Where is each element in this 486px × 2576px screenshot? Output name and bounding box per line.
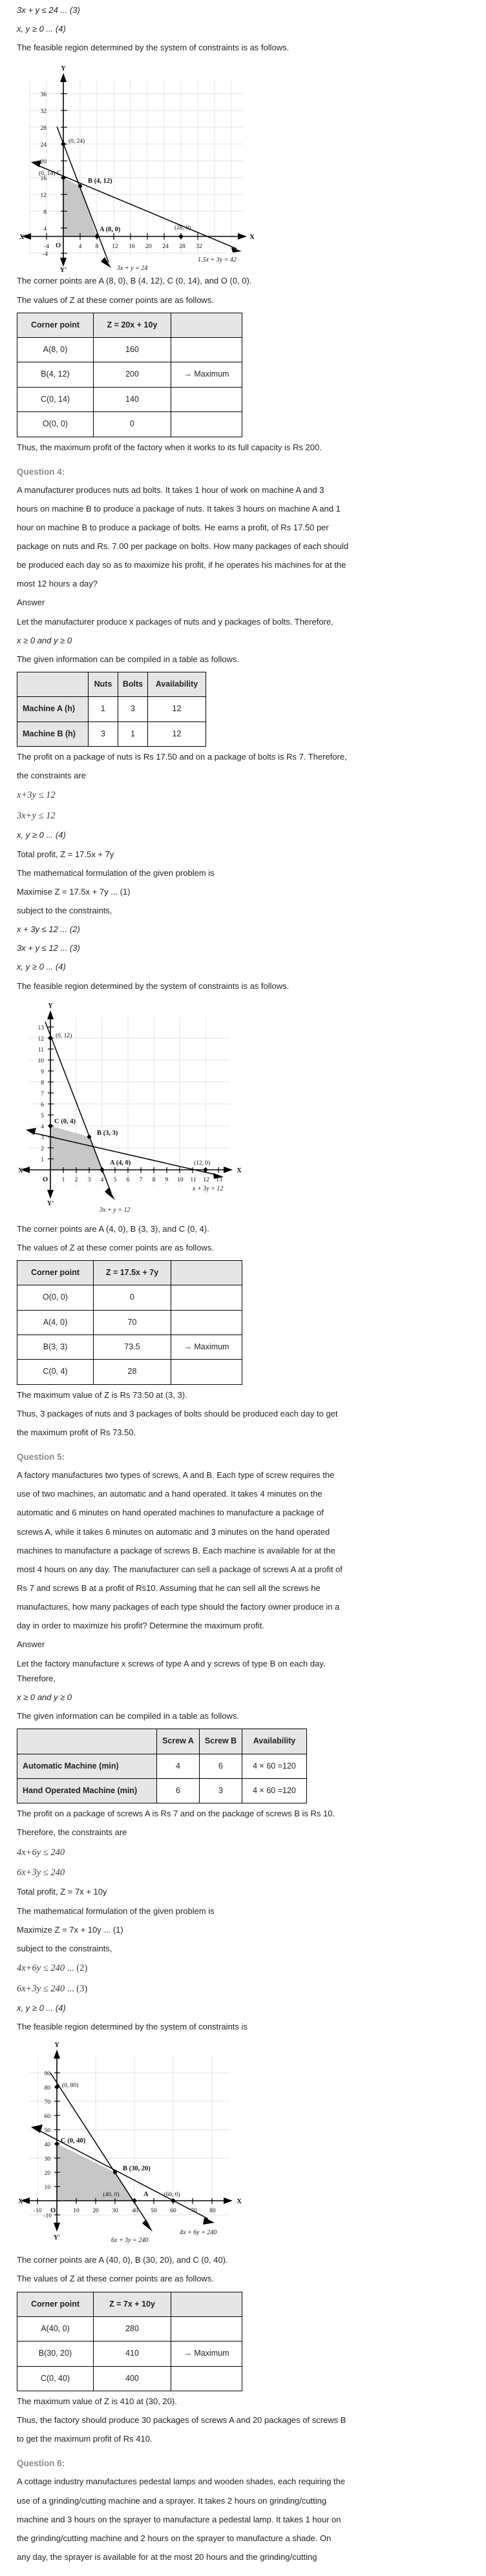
q5-body-1: use of two machines, an automatic and a hand operated. It takes 4 minutes on the xyxy=(17,1489,322,1499)
svg-text:-10: -10 xyxy=(43,2213,52,2220)
q3-constraint-3: 3x + y ≤ 24 ... (3) xyxy=(17,5,80,15)
col-corner-point: Corner point xyxy=(17,2292,94,2316)
q5-corner-table xyxy=(17,2292,242,2392)
cell-z: 0 xyxy=(94,1285,171,1310)
q5-body-7: manufactures, how many packages of each type should the factory owner produce in a xyxy=(17,1602,340,1612)
cell-corner: B(3, 3) xyxy=(17,1335,94,1360)
col-availability: Availability xyxy=(242,1729,307,1754)
q5-subject-to: subject to the constraints, xyxy=(17,1943,112,1953)
cell-note: → Maximum xyxy=(171,362,242,387)
cell-bolts: 1 xyxy=(118,722,148,746)
question-5-heading: Question 5: xyxy=(17,1452,65,1462)
annotation-0-80: (0, 80) xyxy=(62,2083,79,2090)
annotation-A-8-0: A (8, 0) xyxy=(100,226,121,234)
table-header-row xyxy=(17,1729,307,1754)
svg-text:12: 12 xyxy=(37,1035,44,1043)
svg-text:20: 20 xyxy=(44,2170,50,2177)
line-label-1p5x-3y-42: 1.5x + 3y = 42 xyxy=(198,256,237,264)
cell-corner: C(0, 14) xyxy=(17,387,94,411)
q5-answer-label: Answer xyxy=(17,1639,45,1650)
annotation-C-0-4: C (0, 4) xyxy=(54,1117,76,1125)
cell-corner: B(4, 12) xyxy=(17,362,94,387)
svg-text:12: 12 xyxy=(203,1176,209,1183)
table-header-row xyxy=(17,672,206,697)
col-blank xyxy=(17,1729,157,1754)
axis-label-origin: O xyxy=(50,2207,56,2215)
svg-text:1: 1 xyxy=(41,1156,44,1163)
q6-body-3: the grinding/cutting machine and 2 hours on the sprayer to manufacture a shade. On xyxy=(17,2533,332,2543)
q5-ineq-2: 6x+3y ≤ 240 xyxy=(17,1867,65,1878)
cell-screw-a: 4 xyxy=(157,1754,200,1778)
row-label-machine-b: Machine B (h) xyxy=(17,722,89,746)
svg-text:36: 36 xyxy=(40,92,47,99)
axis-label-X: X xyxy=(237,1167,242,1174)
svg-text:8: 8 xyxy=(43,209,47,216)
cell-note xyxy=(171,338,242,362)
cell-availability: 4 × 60 =120 xyxy=(242,1778,307,1803)
cell-note xyxy=(171,1360,242,1384)
line-label-3x-y-24: 3x + y = 24 xyxy=(117,265,148,273)
svg-text:4: 4 xyxy=(41,1123,44,1130)
axis-label-X: X xyxy=(249,234,255,242)
svg-text:50: 50 xyxy=(151,2208,157,2215)
cell-corner: A(4, 0) xyxy=(17,1310,94,1335)
question-6-heading: Question 6: xyxy=(17,2458,65,2469)
svg-text:10: 10 xyxy=(73,2208,79,2215)
svg-text:60: 60 xyxy=(44,2114,50,2121)
svg-text:13: 13 xyxy=(216,1176,222,1183)
svg-text:10: 10 xyxy=(44,2185,50,2192)
q6-body-2: machine and 3 hours on the sprayer to manufacture a pedestal lamp. It takes 1 hour on xyxy=(17,2514,341,2524)
svg-text:80: 80 xyxy=(209,2208,216,2215)
svg-text:-4: -4 xyxy=(44,244,49,251)
annotation-28-0: (28, 0) xyxy=(174,225,191,232)
svg-text:12: 12 xyxy=(112,244,118,251)
cell-screw-b: 6 xyxy=(200,1754,242,1778)
axis-label-Y: Y xyxy=(61,65,66,73)
table-row xyxy=(17,697,206,722)
cell-corner: A(40, 0) xyxy=(17,2316,94,2341)
axis-label-Y: Y xyxy=(54,2042,59,2050)
q5-constraint-2-tag: ... (2) xyxy=(67,1963,88,1974)
q5-nonneg: x ≥ 0 and y ≥ 0 xyxy=(17,1692,72,1702)
svg-text:24: 24 xyxy=(40,142,47,149)
table-row xyxy=(17,362,242,387)
q5-body-5: most 4 hours on any day. The manufacturer can sell a package of screws A at a profit of xyxy=(17,1564,343,1574)
cell-availability: 4 × 60 =120 xyxy=(242,1754,307,1778)
q5-body-8: day in order to maximize his profit? Determine the maximum profit. xyxy=(17,1621,264,1631)
cell-corner: O(0, 0) xyxy=(17,412,94,437)
graph-question-3 xyxy=(17,60,469,273)
q5-constraint-2-wrap xyxy=(17,1961,469,1975)
svg-text:1: 1 xyxy=(61,1176,65,1183)
cell-note xyxy=(171,387,242,411)
annotation-60-0: (60, 0) xyxy=(164,2192,180,2199)
line-label-6x-3y-240: 6x + 3y = 240 xyxy=(111,2237,149,2245)
q4-ineq-1: x+3y ≤ 12 xyxy=(17,790,56,801)
annotation-0-24: (0, 24) xyxy=(69,138,85,145)
q4-body-5: most 12 hours a day? xyxy=(17,579,98,589)
line-label-3x-y-12: 3x + y = 12 xyxy=(100,1206,131,1214)
table-row xyxy=(17,2342,242,2366)
q5-ineq-1: 4x+6y ≤ 240 xyxy=(17,1847,65,1858)
table-row xyxy=(17,722,206,746)
q3-corner-points-text: The corner points are A (8, 0), B (4, 12), C (0, 14), and O (0, 0). xyxy=(17,276,252,286)
q4-info-table xyxy=(17,672,206,747)
annotation-C-0-40: C (0, 40) xyxy=(61,2137,86,2145)
q4-let-line: Let the manufacturer produce x packages of nuts and y packages of bolts. Therefore, xyxy=(17,616,333,627)
svg-text:6: 6 xyxy=(41,1101,44,1108)
q5-body-6: Rs 7 and screws B at a profit of Rs10. Assuming that he can sell all the screws he xyxy=(17,1583,321,1593)
col-blank xyxy=(17,672,89,697)
q4-compile-text: The given information can be compiled in a table as follows. xyxy=(17,654,239,664)
table-row xyxy=(17,387,242,411)
graph-question-5 xyxy=(17,2039,469,2252)
cell-z: 73.5 xyxy=(94,1335,171,1360)
q4-subject-to: subject to the constraints, xyxy=(17,905,112,915)
svg-text:13: 13 xyxy=(37,1024,44,1032)
svg-text:10: 10 xyxy=(177,1176,184,1183)
axis-label-origin: O xyxy=(56,242,61,250)
table-row xyxy=(17,412,242,437)
q4-constraint-4: x, y ≥ 0 ... (4) xyxy=(17,962,66,972)
annotation-12-0: (12, 0) xyxy=(194,1159,211,1167)
axis-label-X: X xyxy=(237,2198,242,2206)
svg-text:20: 20 xyxy=(40,159,47,166)
graph-svg-q3 xyxy=(17,60,262,273)
row-label-hand-operated-machine: Hand Operated Machine (min) xyxy=(17,1778,157,1803)
q5-profit-text-2: Therefore, the constraints are xyxy=(17,1827,127,1838)
annotation-40-0: (40, 0) xyxy=(103,2192,120,2199)
q5-conclusion-1: Thus, the factory should produce 30 packages of screws A and 20 packages of screws B xyxy=(17,2415,346,2425)
axis-label-origin: O xyxy=(43,1176,48,1183)
col-corner-point: Corner point xyxy=(17,313,94,337)
svg-text:16: 16 xyxy=(129,244,135,251)
q3-values-text: The values of Z at these corner points are as follows. xyxy=(17,295,214,305)
q4-constraint-3: 3x + y ≤ 12 ... (3) xyxy=(17,943,80,953)
svg-text:9: 9 xyxy=(165,1176,169,1183)
svg-text:80: 80 xyxy=(44,2085,50,2092)
q4-feasible-text: The feasible region determined by the system of constraints is as follows. xyxy=(17,981,290,991)
axis-label-Y-neg: Y' xyxy=(47,1200,54,1207)
cell-z: 140 xyxy=(94,387,171,411)
cell-z: 410 xyxy=(94,2342,171,2366)
q5-let-line: Let the factory manufacture x screws of type A and y screws of type B on each day. xyxy=(17,1658,326,1668)
axis-label-Y-neg: Y' xyxy=(59,267,67,274)
q5-constraint-2-math: 4x+6y ≤ 240 xyxy=(17,1963,65,1974)
line-label-x-3y-12: x + 3y = 12 xyxy=(193,1185,224,1192)
q3-feasible-text: The feasible region determined by the system of constraints is as follows. xyxy=(17,43,290,53)
svg-text:90: 90 xyxy=(44,2071,50,2078)
q4-ineq-2: 3x+y ≤ 12 xyxy=(17,810,56,821)
svg-text:7: 7 xyxy=(41,1090,44,1097)
svg-text:16: 16 xyxy=(40,176,47,183)
q5-compile-text: The given information can be compiled in a table as follows. xyxy=(17,1710,239,1721)
annotation-0-14-C: (0, 14) C xyxy=(38,171,61,178)
cell-note: → Maximum xyxy=(171,1335,242,1360)
cell-note xyxy=(171,2366,242,2391)
col-corner-point: Corner point xyxy=(17,1260,94,1285)
q5-values-text: The values of Z at these corner points are as follows. xyxy=(17,2274,214,2284)
svg-text:3: 3 xyxy=(87,1176,91,1183)
axis-label-X-neg: X' xyxy=(18,1167,25,1174)
q5-constraint-3-tag: ... (3) xyxy=(67,1983,88,1994)
q3-conclusion: Thus, the maximum profit of the factory when it works to its full capacity is Rs 200. xyxy=(17,442,322,452)
axis-label-X-neg: X' xyxy=(19,234,26,242)
svg-text:40: 40 xyxy=(44,2142,50,2149)
q4-answer-label: Answer xyxy=(17,597,45,608)
q5-max-line: The maximum value of Z is 410 at (30, 20). xyxy=(17,2396,177,2407)
svg-text:3: 3 xyxy=(41,1134,44,1141)
graph-svg-q5 xyxy=(17,2039,262,2252)
svg-text:-4: -4 xyxy=(43,251,48,258)
col-screw-b: Screw B xyxy=(200,1729,242,1754)
cell-screw-a: 6 xyxy=(157,1778,200,1803)
col-note xyxy=(171,313,242,337)
svg-text:7: 7 xyxy=(139,1176,143,1183)
q4-body-4: be produced each day so as to maximize his profit, if he operates his machines for at the xyxy=(17,560,346,570)
svg-text:5: 5 xyxy=(41,1112,44,1119)
q5-maximize: Maximize Z = 7x + 10y ... (1) xyxy=(17,1924,123,1935)
cell-screw-b: 3 xyxy=(200,1778,242,1803)
svg-text:8: 8 xyxy=(41,1079,44,1086)
graph-svg-q4 xyxy=(17,999,262,1221)
svg-text:9: 9 xyxy=(41,1068,44,1075)
svg-text:8: 8 xyxy=(95,244,99,251)
q5-body-2: automatic and 6 minutes on hand operated machines to manufacture a package of xyxy=(17,1508,324,1518)
svg-text:24: 24 xyxy=(162,244,169,251)
q4-constraint-2: x + 3y ≤ 12 ... (2) xyxy=(17,924,80,935)
q6-body-1: use of a grinding/cutting machine and a sprayer. It takes 2 hours on grinding/cutting xyxy=(17,2495,327,2506)
col-note xyxy=(171,2292,242,2316)
q4-corner-points-text: The corner points are A (4, 0), B (3, 3), and C (0, 4). xyxy=(17,1223,209,1234)
q3-corner-table xyxy=(17,313,242,437)
svg-text:10: 10 xyxy=(37,1057,44,1065)
cell-z: 280 xyxy=(94,2316,171,2341)
table-row xyxy=(17,1285,242,1310)
cell-note xyxy=(171,1310,242,1335)
col-z-value: Z = 20x + 10y xyxy=(94,313,171,337)
q4-corner-table xyxy=(17,1260,242,1385)
table-row xyxy=(17,1778,307,1803)
svg-text:70: 70 xyxy=(44,2099,50,2106)
cell-note xyxy=(171,412,242,437)
annotation-0-12: (0, 12) xyxy=(56,1032,72,1039)
table-row xyxy=(17,2316,242,2341)
svg-text:4: 4 xyxy=(43,226,47,233)
svg-text:5: 5 xyxy=(113,1176,117,1183)
q5-constraint-3-wrap xyxy=(17,1982,469,1996)
row-label-machine-a: Machine A (h) xyxy=(17,697,89,722)
axis-label-X-neg: X' xyxy=(18,2198,25,2206)
cell-z: 400 xyxy=(94,2366,171,2391)
q5-body-3: screws A, while it takes 6 minutes on automatic and 3 minutes on the hand operated xyxy=(17,1526,330,1537)
svg-text:6: 6 xyxy=(126,1176,130,1183)
q5-body-0: A factory manufactures two types of screws, A and B. Each type of screw requires the xyxy=(17,1470,335,1480)
svg-text:30: 30 xyxy=(112,2208,118,2215)
q4-math-formulation: The mathematical formulation of the given problem is xyxy=(17,867,215,878)
table-row xyxy=(17,1754,307,1778)
cell-corner: C(0, 40) xyxy=(17,2366,94,2391)
svg-text:30: 30 xyxy=(44,2156,50,2163)
q5-profit-text: The profit on a package of screws A is Rs 7 and on the package of screws B is Rs 10. xyxy=(17,1809,335,1819)
svg-text:50: 50 xyxy=(44,2128,50,2135)
svg-text:4: 4 xyxy=(100,1176,104,1183)
svg-text:28: 28 xyxy=(40,125,47,132)
svg-text:12: 12 xyxy=(40,192,47,200)
axis-label-Y-neg: Y' xyxy=(53,2234,61,2242)
cell-z: 28 xyxy=(94,1360,171,1384)
col-availability: Availability xyxy=(148,672,206,697)
svg-text:4: 4 xyxy=(78,244,82,251)
q5-conclusion-2: to get the maximum profit of Rs 410. xyxy=(17,2434,153,2444)
svg-text:11: 11 xyxy=(190,1176,196,1183)
q4-conclusion-2: the maximum profit of Rs 73.50. xyxy=(17,1428,136,1438)
col-nuts: Nuts xyxy=(89,672,118,697)
q4-max-line: The maximum value of Z is Rs 73.50 at (3, 3). xyxy=(17,1389,187,1400)
q4-nonneg-2: x, y ≥ 0 ... (4) xyxy=(17,830,66,840)
q6-body-0: A cottage industry manufactures pedestal lamps and wooden shades, each requiring the xyxy=(17,2477,346,2487)
table-row xyxy=(17,1310,242,1335)
graph-question-4 xyxy=(17,999,469,1221)
svg-text:20: 20 xyxy=(92,2208,99,2215)
col-screw-a: Screw A xyxy=(157,1729,200,1754)
cell-corner: C(0, 4) xyxy=(17,1360,94,1384)
q5-total-profit: Total profit, Z = 7x + 10y xyxy=(17,1887,107,1897)
annotation-A-4-0: A (4, 0) xyxy=(110,1159,131,1167)
cell-z: 0 xyxy=(94,412,171,437)
svg-text:2: 2 xyxy=(74,1176,78,1183)
cell-z: 200 xyxy=(94,362,171,387)
q4-body-0: A manufacturer produces nuts ad bolts. It takes 1 hour of work on machine A and 3 xyxy=(17,484,324,495)
annotation-B-4-12: B (4, 12) xyxy=(88,178,112,185)
table-row xyxy=(17,338,242,362)
cell-z: 160 xyxy=(94,338,171,362)
q5-feasible-text: The feasible region determined by the system of constraints is xyxy=(17,2022,248,2032)
cell-corner: O(0, 0) xyxy=(17,1285,94,1310)
table-row xyxy=(17,1360,242,1384)
q4-profit-text: The profit on a package of nuts is Rs 17.50 and on a package of bolts is Rs 7. Therefore, xyxy=(17,752,347,762)
q4-body-3: package on nuts and Rs. 7.00 per package on bolts. How many packages of each should xyxy=(17,541,349,552)
col-z-value: Z = 17.5x + 7y xyxy=(94,1260,171,1285)
cell-bolts: 3 xyxy=(118,697,148,722)
svg-text:32: 32 xyxy=(40,109,47,116)
svg-text:60: 60 xyxy=(170,2208,176,2215)
line-label-4x-6y-240: 4x + 6y = 240 xyxy=(180,2229,217,2237)
col-bolts: Bolts xyxy=(118,672,148,697)
svg-text:20: 20 xyxy=(145,244,152,251)
q5-info-table xyxy=(17,1729,307,1803)
cell-availability: 12 xyxy=(148,722,206,746)
annotation-A: A xyxy=(143,2191,149,2199)
col-z-value: Z = 7x + 10y xyxy=(94,2292,171,2316)
cell-note xyxy=(171,1285,242,1310)
svg-text:32: 32 xyxy=(196,244,202,251)
svg-text:11: 11 xyxy=(37,1046,44,1054)
col-note xyxy=(171,1260,242,1285)
cell-nuts: 1 xyxy=(89,697,118,722)
annotation-B-30-20: B (30, 20) xyxy=(123,2165,151,2173)
cell-corner: A(8, 0) xyxy=(17,338,94,362)
q4-maximise: Maximise Z = 17.5x + 7y ... (1) xyxy=(17,886,131,897)
svg-text:-10: -10 xyxy=(33,2208,42,2215)
q4-profit-text-2: the constraints are xyxy=(17,771,86,781)
q4-conclusion-1: Thus, 3 packages of nuts and 3 packages of bolts should be produced each day to get xyxy=(17,1408,338,1418)
q5-therefore: Therefore, xyxy=(17,1673,56,1683)
axis-label-Y: Y xyxy=(48,1002,53,1010)
cell-corner: B(30, 20) xyxy=(17,2342,94,2366)
q3-constraint-4: x, y ≥ 0 ... (4) xyxy=(17,24,66,34)
q5-constraint-3-math: 6x+3y ≤ 240 xyxy=(17,1983,65,1994)
svg-text:8: 8 xyxy=(152,1176,156,1183)
table-header-row xyxy=(17,2292,242,2316)
svg-text:70: 70 xyxy=(191,2208,197,2215)
cell-note: → Maximum xyxy=(171,2342,242,2366)
table-header-row xyxy=(17,313,242,337)
svg-text:40: 40 xyxy=(132,2208,138,2215)
q5-body-4: machines to manufacture a package of screws B. Each machine is available for at the xyxy=(17,1545,335,1555)
cell-availability: 12 xyxy=(148,697,206,722)
q4-body-1: hours on machine B to produce a package of nuts. It takes 3 hours on machine A and 1 xyxy=(17,503,341,514)
svg-text:28: 28 xyxy=(179,244,185,251)
svg-text:2: 2 xyxy=(41,1145,44,1152)
table-header-row xyxy=(17,1260,242,1285)
q4-values-text: The values of Z at these corner points are as follows. xyxy=(17,1242,214,1252)
cell-note xyxy=(171,2316,242,2341)
table-row xyxy=(17,2366,242,2391)
q4-total-profit: Total profit, Z = 17.5x + 7y xyxy=(17,849,114,859)
row-label-automatic-machine: Automatic Machine (min) xyxy=(17,1754,157,1778)
q5-corner-points-text: The corner points are A (40, 0), B (30, 20), and C (0, 40). xyxy=(17,2255,228,2265)
q4-nonneg: x ≥ 0 and y ≥ 0 xyxy=(17,635,72,645)
annotation-B-3-3: B (3, 3) xyxy=(97,1129,118,1137)
q4-body-2: hour on machine B to produce a package of bolts. He earns a profit, of Rs 17.50 per xyxy=(17,522,329,532)
table-row xyxy=(17,1335,242,1360)
q6-body-4: any day, the sprayer is available for at the most 20 hours and the grinding/cutting xyxy=(17,2551,317,2562)
question-4-heading: Question 4: xyxy=(17,466,65,477)
q5-math-formulation: The mathematical formulation of the given problem is xyxy=(17,1906,215,1916)
cell-nuts: 3 xyxy=(89,722,118,746)
cell-z: 70 xyxy=(94,1310,171,1335)
q5-constraint-4: x, y ≥ 0 ... (4) xyxy=(17,2002,66,2013)
